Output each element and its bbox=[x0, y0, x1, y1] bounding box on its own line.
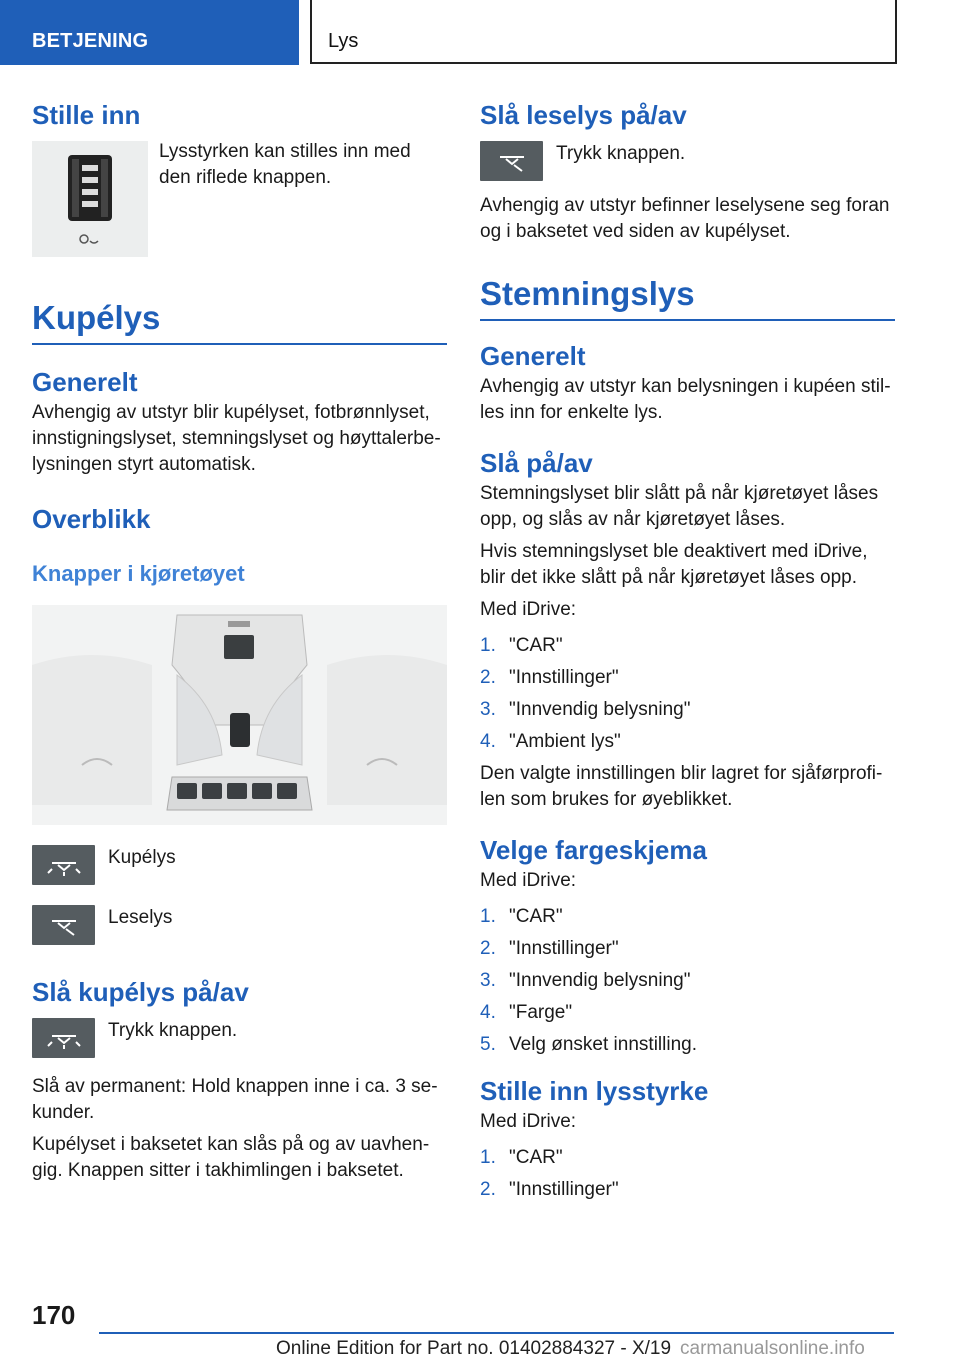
list-item: 2. "Innstillinger" bbox=[480, 1179, 619, 1200]
leselys-text: Trykk knappen. bbox=[556, 143, 686, 164]
stille-inn-title: Stille inn bbox=[32, 100, 141, 130]
header-section: BETJENING bbox=[32, 30, 149, 52]
knapper-title: Knapper i kjøretøyet bbox=[32, 561, 245, 586]
header-section-tab bbox=[0, 0, 299, 65]
header-chapter: Lys bbox=[328, 30, 359, 52]
list-item: 1. "CAR" bbox=[480, 635, 563, 656]
lysstyrke-text: Med iDrive: bbox=[480, 1111, 577, 1132]
generelt-text-left: Avhengig av utstyr blir kupélyset, fotbrønnlyset, innstigningslyset, stemningslyset og høyttalerbelysningen styrt automatisk. bbox=[32, 402, 441, 475]
list-item: 2. "Innstillinger" bbox=[480, 938, 619, 959]
paav-p3: Med iDrive: bbox=[480, 599, 577, 620]
list-item: 1. "CAR" bbox=[480, 1147, 563, 1168]
paav-title: Slå på/av bbox=[480, 448, 593, 478]
kupelys-button-icon bbox=[32, 1018, 95, 1058]
sla-kupelys-title: Slå kupélys på/av bbox=[32, 977, 249, 1007]
right-column bbox=[480, 100, 895, 1209]
generelt-text-right: Avhengig av utstyr kan belysningen i kupéen stilles inn for enkelte lys. bbox=[480, 376, 891, 423]
paav-p1: Stemningslyset blir slått på når kjøretøyet låses opp, og slås av når kjøretøyet låses. bbox=[480, 483, 879, 530]
kupelys-icon bbox=[32, 845, 95, 885]
paav-p4: Den valgte innstillingen blir lagret for sjåførprofilen som brukes for øyeblikket. bbox=[480, 763, 883, 810]
roof-console-image bbox=[32, 605, 447, 825]
kupelys-baksetet-text: Kupélyset i baksetet kan slås på og av uavhengig. Knappen sitter i takhimlingen i baksetet. bbox=[32, 1134, 430, 1181]
generelt-title-left: Generelt bbox=[32, 367, 138, 397]
leselys-info: Avhengig av utstyr befinner leselysene seg foran og i baksetet ved siden av kupélyset. bbox=[480, 195, 890, 242]
page-number: 170 bbox=[32, 1300, 76, 1330]
lysstyrke-steps-list bbox=[480, 1145, 895, 1203]
footer-divider bbox=[99, 1332, 894, 1334]
kupelys-heading: Kupélys bbox=[32, 299, 447, 345]
leselys-button-icon bbox=[480, 141, 543, 181]
stemningslys-heading: Stemningslys bbox=[480, 275, 895, 321]
fargeskjema-text: Med iDrive: bbox=[480, 870, 577, 891]
header-chapter-box bbox=[310, 0, 897, 64]
left-column bbox=[32, 100, 447, 1184]
sla-kupelys-text: Trykk knappen. bbox=[108, 1020, 238, 1041]
legend-leselys: Leselys bbox=[108, 907, 173, 928]
list-item: 2. "Innstillinger" bbox=[480, 667, 619, 688]
paav-p2: Hvis stemningslyset ble deaktivert med iDrive, blir det ikke slått på når kjøretøyet låses opp. bbox=[480, 541, 868, 588]
list-item: 4. "Ambient lys" bbox=[480, 731, 621, 752]
farge-steps-list bbox=[480, 904, 895, 1058]
lysstyrke-title: Stille inn lysstyrke bbox=[480, 1076, 709, 1106]
list-item: 3. "Innvendig belysning" bbox=[480, 699, 691, 720]
leselys-title: Slå leselys på/av bbox=[480, 100, 687, 130]
leselys-icon bbox=[32, 905, 95, 945]
fargeskjema-title: Velge fargeskjema bbox=[480, 835, 707, 865]
stille-inn-text: Lysstyrken kan stilles inn med den riflede knappen. bbox=[159, 141, 411, 188]
legend-kupelys: Kupélys bbox=[108, 847, 176, 868]
list-item: 5. Velg ønsket innstilling. bbox=[480, 1034, 697, 1055]
footer-edition: Online Edition for Part no. 01402884327 - X/19 bbox=[276, 1338, 672, 1359]
ambient-steps-list bbox=[480, 633, 895, 755]
list-item: 4. "Farge" bbox=[480, 1002, 573, 1023]
generelt-title-right: Generelt bbox=[480, 341, 586, 371]
list-item: 1. "CAR" bbox=[480, 906, 563, 927]
footer-watermark: carmanualsonline.info bbox=[680, 1338, 865, 1359]
list-item: 3. "Innvendig belysning" bbox=[480, 970, 691, 991]
dimmer-knob-image bbox=[32, 141, 148, 257]
overblikk-title: Overblikk bbox=[32, 504, 151, 534]
slaav-permanent-text: Slå av permanent: Hold knappen inne i ca. 3 sekunder. bbox=[32, 1076, 438, 1123]
